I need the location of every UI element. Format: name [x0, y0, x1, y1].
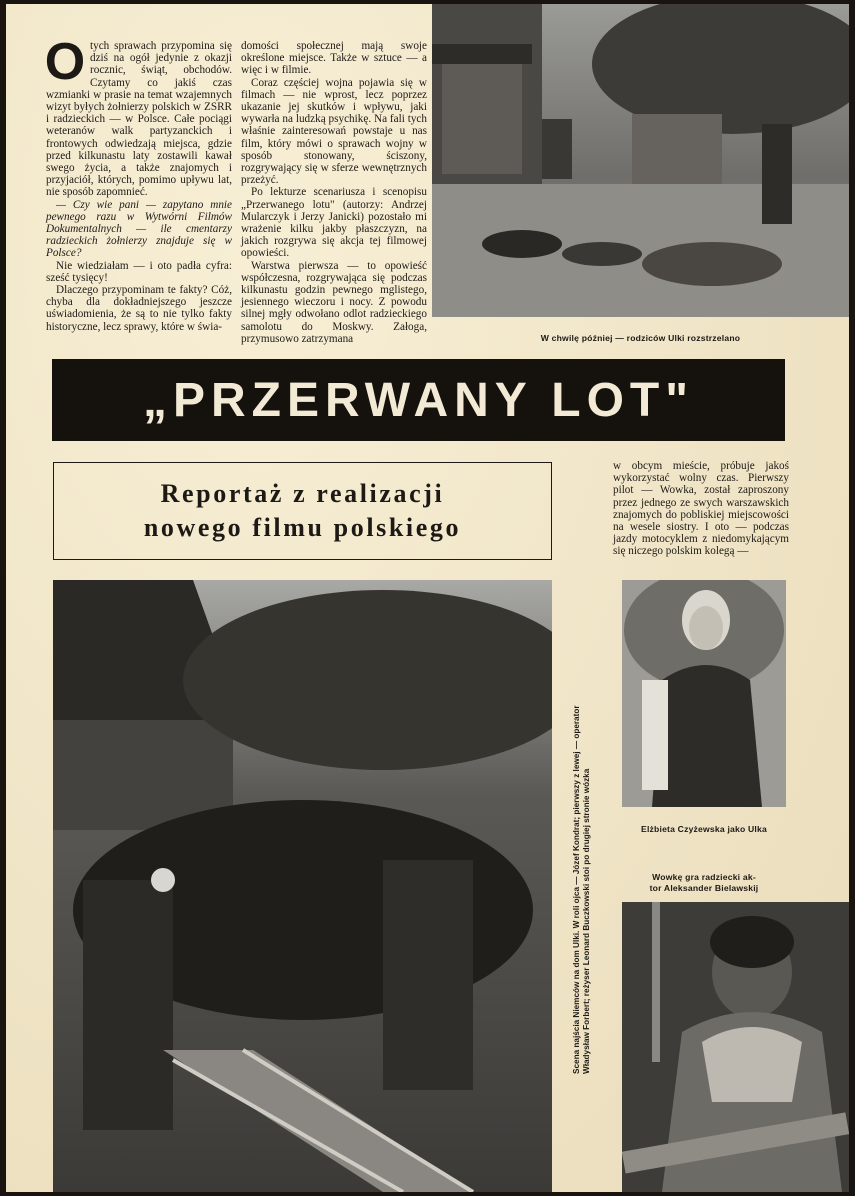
paragraph: Nie wiedziałam — i oto padła cyfra: sześć tysięcy! — [46, 259, 232, 284]
caption-wowka-line-2: tor Aleksander Bielawskij — [649, 883, 759, 893]
photo-ulka-portrait — [622, 580, 786, 807]
article-column-2 — [241, 40, 427, 350]
subtitle-box — [53, 462, 552, 560]
subtitle-line-2: nowego filmu polskiego — [143, 513, 462, 542]
photo-execution-scene — [432, 4, 849, 317]
article-column-1 — [44, 33, 232, 350]
paragraph: Dlaczego przypominam te fakty? Cóż, chyba dla dokładniejszego jeszcze uświadomienia, że są to nie tylko fakty historyczne, lecz sprawy, które w świa- — [46, 284, 232, 333]
caption-ulka: Elżbieta Czyżewska jako Ulka — [641, 824, 767, 834]
vertical-caption — [566, 664, 591, 1074]
headline: „PRZERWANY LOT" — [142, 373, 694, 427]
vertical-caption-text: Scena najścia Niemców na dom Ulki. W roli ojca — Józef Kondrat; pierwszy z lewej — operator Władysław Forbert; reżyser Leonard Buczkowski stoi po drugiej stronie wózka — [572, 705, 591, 1074]
photo-wowka-portrait — [622, 902, 849, 1192]
paragraph: domości społecznej mają swoje określone miejsce. Także w sztuce — a więc i w filmie. — [241, 40, 427, 77]
paragraph: tych sprawach przypomina się dziś na ogół jedynie z okazji rocznic, świąt, obchodów. Czytamy co jakiś czas wzmianki w prasie na temat wzajemnych wizyt byłych żołnierzy polskich w ZSRR i radzieckich — w Polsce. Całe pociągi weteranów walk partyzanckich i frontowych odwiedzają miejsca, gdzie przed kilkunastu laty zostawili kawał swego życia, a także znajomych i przyjaciół, których, pomimo upływu lat, nie sposób zapomnieć. — [46, 40, 232, 199]
headline-band — [52, 359, 785, 441]
caption-wowka-line-1: Wowkę gra radziecki ak- — [652, 872, 756, 882]
article-column-3 — [613, 460, 789, 580]
paragraph: w obcym mieście, próbuje jakoś wykorzystać wolny czas. Pierwszy pilot — Wowka, został zaproszony przez jednego ze swych warszawskich znajomych do pobliskiej miejscowości na wesele siostry. I oto — podczas jazdy motocyklem z niedomykającym się niczego polskim kolegą — — [613, 460, 789, 558]
paragraph: — Czy wie pani — zapytano mnie pewnego razu w Wytwórni Filmów Dokumentalnych — ile cmentarzy radzieckich żołnierzy znajduje się w Polsce? — [46, 198, 232, 260]
subtitle-line-1: Reportaż z realizacji — [160, 479, 445, 508]
photo-film-set — [53, 580, 552, 1192]
paragraph: Coraz częściej wojna pojawia się w filmach — nie wprost, lecz poprzez ukazanie jej skutków i wpływu, jaki wywarła na ludzką psychikę. Na fali tych właśnie zainteresowań powstaje u nas film, który mówi o sprawach wojny w sposób stonowany, ściszony, rozgrywający się w sferze wewnętrznych przeżyć. — [241, 76, 427, 187]
caption-top-photo: W chwilę później — rodziców Ulki rozstrzelano — [540, 333, 741, 343]
caption-wowka — [616, 872, 792, 894]
paragraph: Warstwa pierwsza — to opowieść współczesna, rozgrywająca się podczas kilkunastu godzin pewnego mglistego, jesiennego wieczoru i nocy. Z powodu silnej mgły odwołano odlot radzieckiego samolotu do Moskwy. Załoga, przymusowo zatrzymana — [241, 259, 427, 345]
paragraph: Po lekturze scenariusza i scenopisu „Przerwanego lotu" (autorzy: Andrzej Mularczyk i Jerzy Janicki) pozostało mi wrażenie kilku jakby płaszczyzn, na jakich rozgrywa się akcja tej filmowej opowieści. — [241, 186, 427, 260]
drop-cap: O — [44, 33, 86, 91]
magazine-page — [6, 4, 849, 1192]
